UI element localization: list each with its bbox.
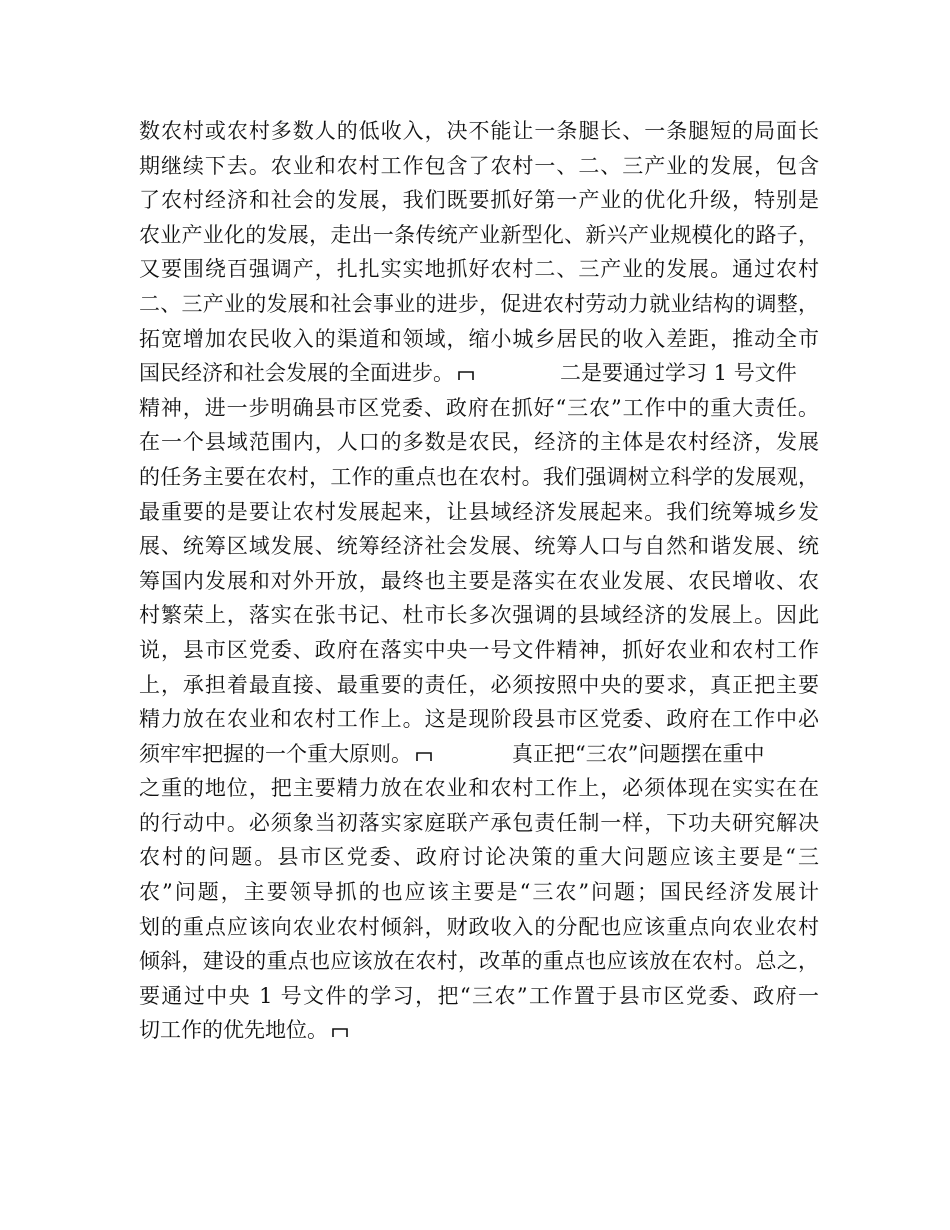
text-line: 要通过中央 1 号文件的学习，把“三农”工作置于县市区党委、政府一 (139, 983, 819, 1008)
text-line: 农业产业化的发展，走出一条传统产业新型化、新兴产业规模化的路子， (139, 222, 819, 247)
text-line: 农村的问题。县市区党委、政府讨论决策的重大问题应该主要是“三 (139, 845, 819, 870)
paragraph-mark-icon (416, 752, 432, 761)
text-line: 农”问题，主要领导抓的也应该主要是“三农”问题；国民经济发展计 (139, 880, 819, 905)
text-line (139, 737, 819, 772)
paragraph-end-text: 须牢牢把握的一个重大原则。 (139, 741, 412, 766)
text-line: 精神，进一步明确县市区党委、政府在抓好“三农”工作中的重大责任。 (139, 395, 819, 420)
text-line: 村繁荣上，落实在张书记、杜市长多次强调的县域经济的发展上。因此 (139, 603, 819, 628)
text-line: 了农村经济和社会的发展，我们既要抓好第一产业的优化升级，特别是 (139, 188, 819, 213)
paragraph-start-text: 二是要通过学习 1 号文件 (560, 361, 797, 386)
paragraph-start-text: 真正把“三农”问题摆在重中 (512, 741, 765, 766)
text-line: 的任务主要在农村，工作的重点也在农村。我们强调树立科学的发展观， (139, 464, 819, 489)
text-line: 展、统筹区域发展、统筹经济社会发展、统筹人口与自然和谐发展、统 (139, 534, 819, 559)
paragraph-end-text: 切工作的优先地位。 (139, 1018, 328, 1043)
paragraph-mark-icon (458, 371, 474, 380)
paragraph-end-text: 国民经济和社会发展的全面进步。 (139, 361, 454, 386)
text-line: 倾斜，建设的重点也应该放在农村，改革的重点也应该放在农村。总之， (139, 949, 819, 974)
text-line: 精力放在农业和农村工作上。这是现阶段县市区党委、政府在工作中必 (139, 707, 819, 732)
text-line (139, 1013, 819, 1048)
text-line: 上，承担着最直接、最重要的责任，必须按照中央的要求，真正把主要 (139, 672, 819, 697)
text-line: 二、三产业的发展和社会事业的进步，促进农村劳动力就业结构的调整， (139, 291, 819, 316)
text-line: 划的重点应该向农业农村倾斜，财政收入的分配也应该重点向农业农村 (139, 914, 819, 939)
paragraph-mark-icon (332, 1028, 348, 1037)
text-line: 筹国内发展和对外开放，最终也主要是落实在农业发展、农民增收、农 (139, 568, 819, 593)
text-line: 说，县市区党委、政府在落实中央一号文件精神，抓好农业和农村工作 (139, 637, 819, 662)
text-line: 又要围绕百强调产，扎扎实实地抓好农村二、三产业的发展。通过农村 (139, 257, 819, 282)
text-line: 在一个县域范围内，人口的多数是农民，经济的主体是农村经济，发展 (139, 430, 819, 455)
text-line: 之重的地位，把主要精力放在农业和农村工作上，必须体现在实实在在 (139, 776, 819, 801)
text-line: 期继续下去。农业和农村工作包含了农村一、二、三产业的发展，包含 (139, 153, 819, 178)
text-line: 数农村或农村多数人的低收入，决不能让一条腿长、一条腿短的局面长 (139, 119, 819, 143)
text-line: 最重要的是要让农村发展起来，让县域经济发展起来。我们统筹城乡发 (139, 499, 819, 524)
body-text (139, 114, 819, 1048)
text-line: 拓宽增加农民收入的渠道和领域，缩小城乡居民的收入差距，推动全市 (139, 326, 819, 351)
text-line: 的行动中。必须象当初落实家庭联产承包责任制一样，下功夫研究解决 (139, 810, 819, 835)
text-line (139, 356, 819, 391)
